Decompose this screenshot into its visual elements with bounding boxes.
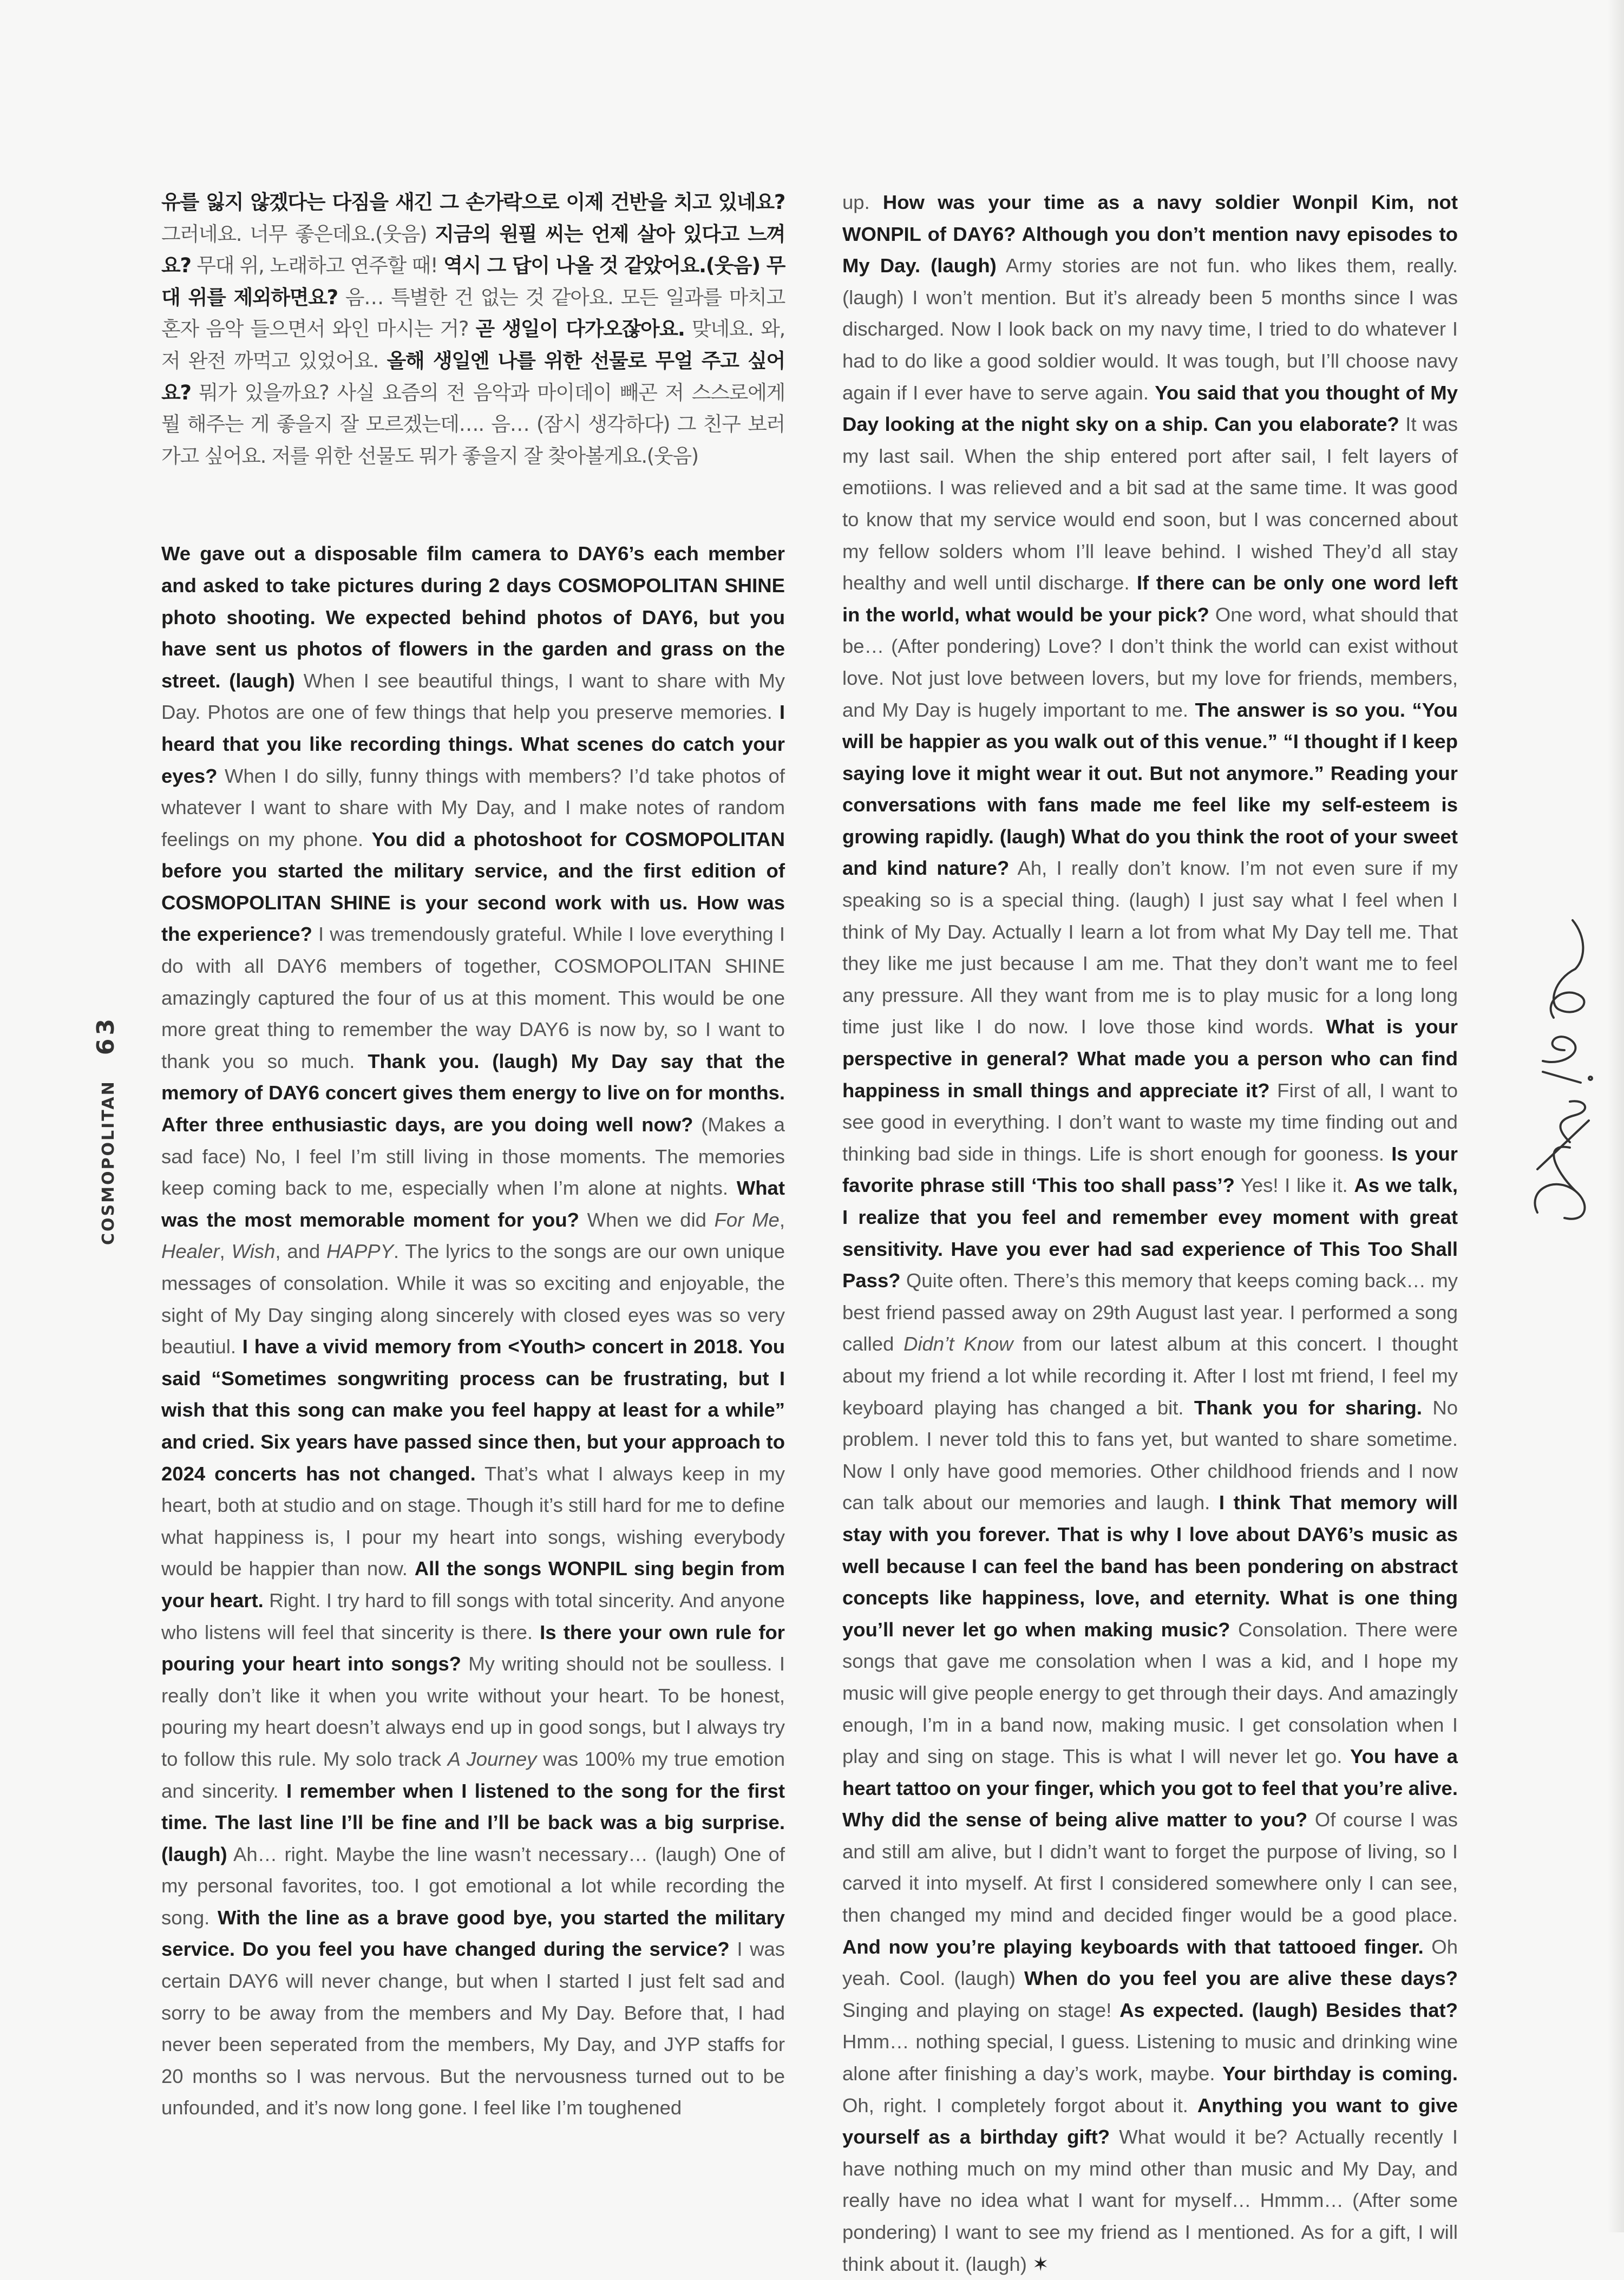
question-text: We gave out a disposable film camera to DAY6’s each member and asked to take pictures during 2 days COSMOPOLITAN SHINE photo shooting. We expected behind photos of DAY6, but you have sent us photos of flowers in the garden and grass on the street. (laugh): [161, 542, 785, 692]
question-text: You did a photoshoot for COSMOPOLITAN before you started the military service, and the first edition of COSMOPOLITAN SHINE is your second work with us. How was the experience?: [161, 828, 785, 946]
question-text: Is there your own rule for pouring your heart into songs?: [161, 1621, 785, 1675]
magazine-name: COSMOPOLITAN: [99, 1080, 118, 1245]
left-column: [161, 187, 785, 2124]
answer-text: , and: [275, 1240, 327, 1263]
question-text: Your birthday is coming.: [1222, 2062, 1458, 2085]
answer-text: When I do silly, funny things with members? I’d take photos of whatever I want to share with My Day, and I make notes of random feelings on my phone.: [161, 764, 785, 850]
answer-text: ,: [779, 1208, 785, 1231]
question-text: The answer is so you. “You will be happier as you walk out of this venue.” “I thought if I keep saying love it might wear it out. But not anymore.” Reading your conversations with fans made me feel like my self-esteem is growing rapidly. (laugh) What do you think the root of your sweet and kind nature?: [842, 698, 1458, 880]
answer-text: Oh, right. I completely forgot about it.: [842, 2094, 1197, 2117]
answer-text: 무대 위, 노래하고 연주할 때!: [191, 254, 444, 278]
question-text: I have a vivid memory from <Youth> concert in 2018. You said “Sometimes songwriting process can be frustrating, but I wish that this song can make you feel happy at least for a while” and cried. Six years have passed since then, but your approach to 2024 concerts has not changed.: [161, 1335, 785, 1485]
question-text: I remember when I listened to the song for the first time. The last line I’ll be fine and I’ll be back was a big surprise. (laugh): [161, 1779, 785, 1865]
answer-text: up.: [842, 191, 883, 213]
shine-signature-icon: [1521, 888, 1602, 1223]
song-title: Didn’t Know: [903, 1333, 1013, 1355]
answer-text: Oh yeah. Cool. (laugh): [842, 1935, 1458, 1990]
answer-text: When we did: [579, 1208, 715, 1231]
question-text: If there can be only one word left in the world, what would be your pick?: [842, 572, 1458, 626]
answer-text: Ah… right. Maybe the line wasn’t necessary… (laugh) One of my personal favorites, too. I got emotional a lot while recording the song.: [161, 1843, 785, 1929]
song-title: Healer: [161, 1240, 220, 1263]
answer-text: It was my last sail. When the ship entered port after sail, I felt layers of emotiions. I was relieved and a bit sad at the same time. It was good to know that my service would end soon, but I was concerned about my fellow solders whom I’ll leave behind. I wished They’d all stay healthy and well until discharge.: [842, 413, 1458, 594]
answer-text: was 100% my true emotion and sincerity.: [161, 1747, 785, 1802]
answer-text: Of course I was and still am alive, but I didn’t want to forget the purpose of living, so I carved it into myself. At first I considered somewhere only I can see, then changed my mind and decided finger would be a good place.: [842, 1809, 1458, 1927]
page-edge-shadow: [1608, 0, 1624, 2232]
answer-text: Army stories are not fun. who likes them, really. (laugh) I won’t mention. But it’s already been 5 months since I was discharged. Now I look back on my navy time, I tried to do whatever I had to do like a good soldier would. It was tough, but I’ll choose navy again if I ever have to serve again.: [842, 254, 1458, 404]
question-text: 역시 그 답이 나올 것 같았어요.(웃음) 무대 위를 제외하면요?: [161, 254, 785, 309]
answer-text: Yes! I like it.: [1234, 1174, 1354, 1197]
question-text: You have a heart tattoo on your finger, which you got to feel that you’re alive. Why did the sense of being alive matter to you?: [842, 1745, 1458, 1831]
answer-text: 뭐가 있을까요? 사실 요즘의 전 음악과 마이데이 빼곤 저 스스로에게 뭘 해주는 게 좋을지 잘 모르겠는데…. 음… (잠시 생각하다) 그 친구 보러 가고 싶어요. 저를 위한 선물도 뭐가 좋을지 잘 찾아볼게요.(웃음): [161, 381, 785, 468]
question-text: Is your favorite phrase still ‘This too shall pass’?: [842, 1142, 1458, 1197]
answer-text: Quite often. There’s this memory that keeps coming back… my best friend passed away on 29th August last year. I performed a song called: [842, 1269, 1458, 1355]
song-title: For Me: [714, 1208, 780, 1231]
answer-text: from our latest album at this concert. I thought about my friend a lot while recording it. After I lost mt friend, I feel my keyboard playing has changed a bit.: [842, 1333, 1458, 1419]
song-title: Wish: [231, 1240, 276, 1263]
question-text: All the songs WONPIL sing begin from your heart.: [161, 1557, 785, 1611]
answer-text: My writing should not be soulless. I really don’t like it when you write without your heart. To be honest, pouring my heart doesn’t always end up in good songs, but I always try to follow this rule. My solo track: [161, 1653, 785, 1770]
question-text: When do you feel you are alive these days?: [1024, 1967, 1458, 1990]
question-text: What was the most memorable moment for you?: [161, 1177, 785, 1231]
question-text: 지금의 원필 씨는 언제 살아 있다고 느껴요?: [161, 222, 785, 278]
answer-text: ,: [219, 1240, 232, 1263]
answer-text: Consolation. There were songs that gave me consolation when I was a kid, and I hope my music will give people energy to get through their days. And amazingly enough, I’m in a band now, making music. I get consolation when I play and sing on stage. This is what I will never let go.: [842, 1618, 1458, 1768]
question-text: And now you’re playing keyboards with that tattooed finger.: [842, 1935, 1424, 1958]
question-text: As expected. (laugh) Besides that?: [1119, 1999, 1458, 2021]
korean-paragraph: [161, 187, 785, 472]
answer-text: When I see beautiful things, I want to share with My Day. Photos are one of few things that help you preserve memories.: [161, 669, 785, 724]
question-text: With the line as a brave good bye, you started the military service. Do you feel you have changed during the service?: [161, 1906, 785, 1961]
answer-text: One word, what should that be… (After pondering) Love? I don’t think the world can exist without love. Not just love between lovers, but my love for friends, members, and My Day is hugely important to me.: [842, 603, 1458, 721]
answer-text: I was tremendously grateful. While I love everything I do with all DAY6 members of together, COSMOPOLITAN SHINE amazingly captured the four of us at this moment. This would be one more great thing to remember the way DAY6 is now by, so I want to thank you so much.: [161, 923, 785, 1072]
right-column: [842, 187, 1458, 2280]
page-number: 63: [92, 1015, 120, 1056]
answer-text: Singing and playing on stage!: [842, 1999, 1120, 2021]
question-text: How was your time as a navy soldier Wonpil Kim, not WONPIL of DAY6? Although you don’t mention navy episodes to My Day. (laugh): [842, 191, 1458, 277]
answer-text: (Makes a sad face) No, I feel I’m still living in those moments. The memories keep coming back to me, especially when I’m alone at nights.: [161, 1113, 785, 1200]
question-text: Anything you want to give yourself as a birthday gift?: [842, 2094, 1458, 2148]
answer-text: 음… 특별한 건 없는 것 같아요. 모든 일과를 마치고 혼자 음악 들으면서 와인 마시는 거?: [161, 285, 785, 341]
answer-text: Right. I try hard to fill songs with total sincerity. And anyone who listens will feel that sincerity is there.: [161, 1589, 785, 1643]
answer-text: Hmm… nothing special, I guess. Listening to music and drinking wine alone after finishing a day’s work, maybe.: [842, 2030, 1458, 2085]
question-text: 곧 생일이 다가오잖아요.: [475, 317, 685, 341]
question-text: 올해 생일엔 나를 위한 선물로 무얼 주고 싶어요?: [161, 349, 785, 404]
end-mark-icon: ✶: [1032, 2252, 1049, 2275]
question-text: 유를 잃지 않겠다는 다짐을 새긴 그 손가락으로 이제 건반을 치고 있네요?: [161, 191, 785, 214]
song-title: HAPPY: [326, 1240, 394, 1263]
answer-text: 그러네요. 너무 좋은데요.(웃음): [161, 222, 435, 246]
answer-text: No problem. I never told this to fans yet, but wanted to share sometime. Now I only have good memories. Other childhood friends and I now can talk about our memories and laugh.: [842, 1396, 1458, 1514]
song-title: A Journey: [447, 1747, 537, 1770]
answer-text: That’s what I always keep in my heart, both at studio and on stage. Though it’s still hard for me to define what happiness is, I pour my heart into songs, wishing everybody would be happier than now.: [161, 1462, 785, 1580]
question-text: Thank you for sharing.: [1194, 1396, 1422, 1419]
question-text: Thank you. (laugh) My Day say that the memory of DAY6 concert gives them energy to live on for months. After three enthusiastic days, are you doing well now?: [161, 1050, 785, 1136]
english-paragraph-right: [842, 187, 1458, 2280]
answer-text: First of all, I want to see good in everything. I don’t want to waste my time finding out and thinking bad side in things. Life is short enough for gooness.: [842, 1079, 1458, 1165]
answer-text: 맞네요. 와, 저 완전 까먹고 있었어요.: [161, 317, 785, 372]
question-text: As we talk, I realize that you feel and remember evey moment with great sensitivity. Have you ever had sad experience of This Too Shall Pass?: [842, 1174, 1458, 1292]
answer-text: Ah, I really don’t know. I’m not even sure if my speaking so is a special thing. (laugh) I just say what I feel when I think of My Day. Actually I learn a lot from what My Day tell me. That they like me just because I am me. That they don’t want me to feel any pressure. All they want from me is to play music for a long long time just like I do now. I love those kind words.: [842, 857, 1458, 1038]
question-text: I think That memory will stay with you forever. That is why I love about DAY6’s music as well because I can feel the band has been pondering on abstract concepts like happiness, love, and eternity. What is one thing you’ll never let go when making music?: [842, 1491, 1458, 1641]
question-text: You said that you thought of My Day looking at the night sky on a ship. Can you elaborate?: [842, 381, 1458, 436]
answer-text: I was certain DAY6 will never change, but when I started I just felt sad and sorry to be away from the members and My Day. Before that, I had never been seperated from the members, My Day, and JYP staffs for 20 months so I was nervous. But the nervousness turned out to be unfounded, and it’s now long gone. I feel like I’m toughened: [161, 1938, 785, 2119]
answer-text: . The lyrics to the songs are our own unique messages of consolation. While it was so exciting and enjoyable, the sight of My Day singing along sincerely with closed eyes was so very beautiul.: [161, 1240, 785, 1358]
answer-text: What would it be? Actually recently I have nothing much on my mind other than music and My Day, and really have no idea what I want for myself… Hmmm… (After some pondering) I want to see my friend as I mentioned. As for a gift, I will think about it. (laugh): [842, 2126, 1458, 2275]
page-folio: [32, 964, 120, 1245]
english-paragraph-left: [161, 538, 785, 2124]
question-text: What is your perspective in general? What made you a person who can find happiness in small things and appreciate it?: [842, 1015, 1458, 1102]
question-text: I heard that you like recording things. What scenes do catch your eyes?: [161, 701, 785, 787]
